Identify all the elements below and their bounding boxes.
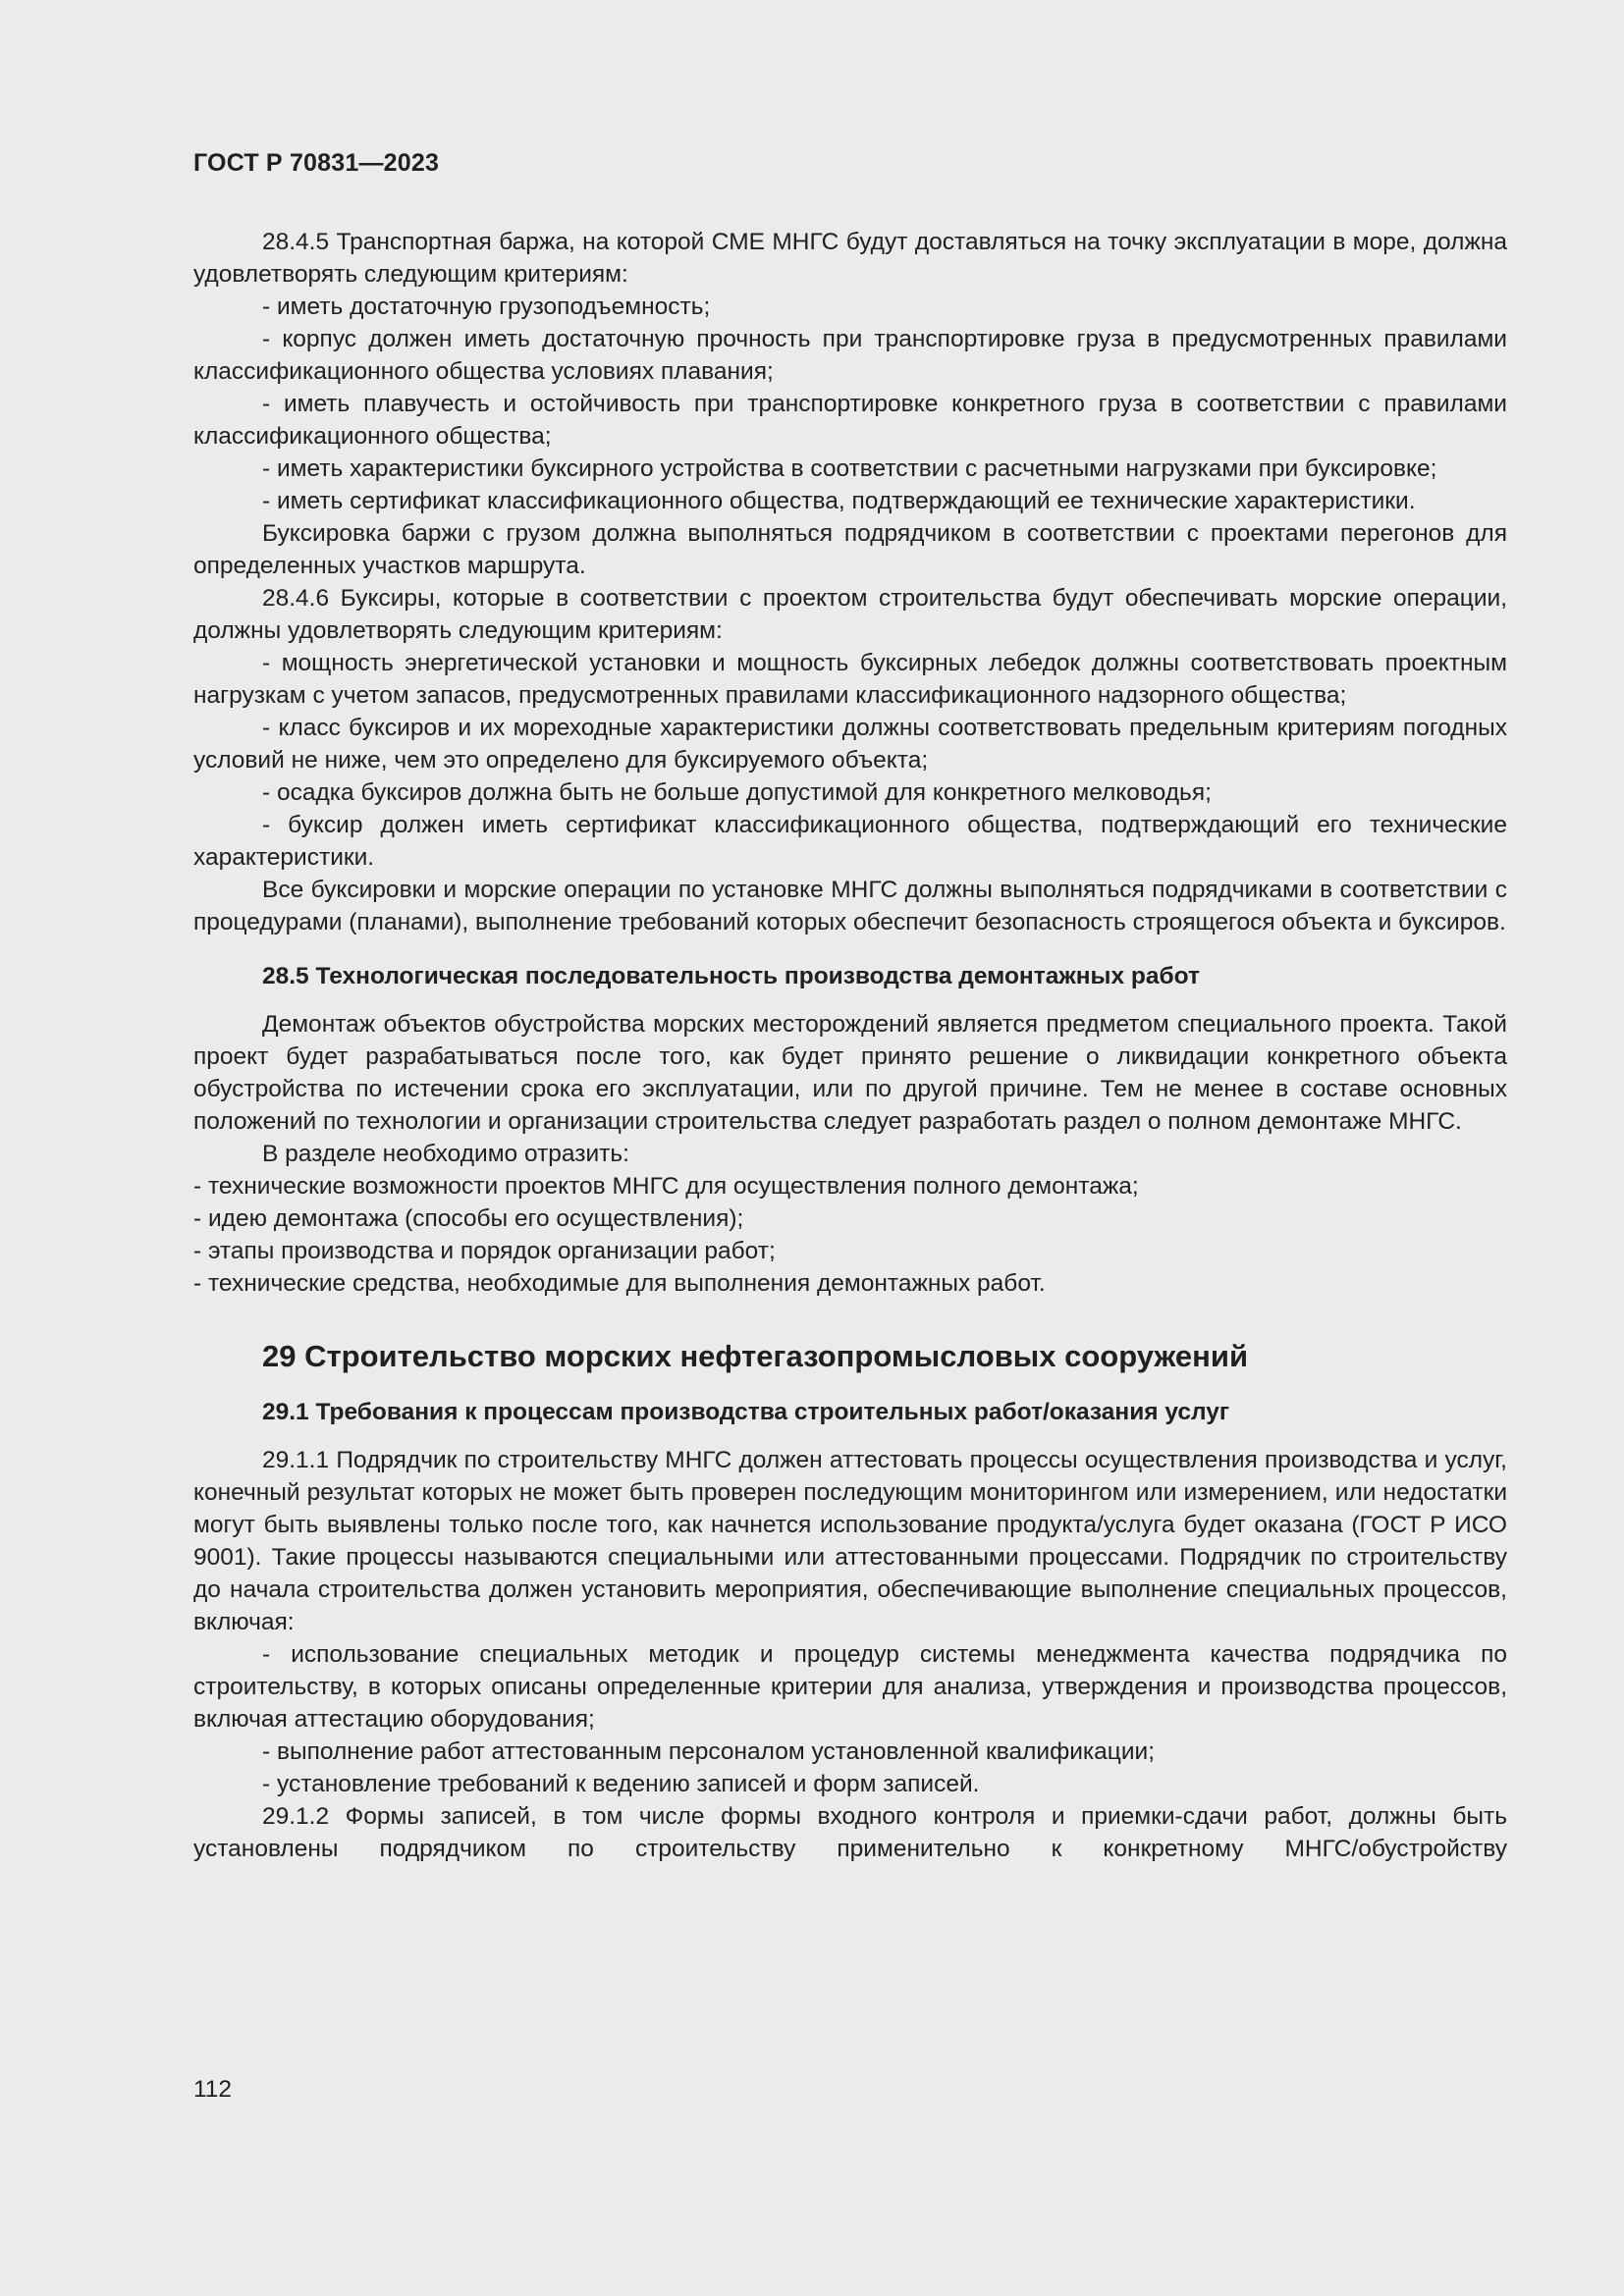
heading-28-5: 28.5 Технологическая последовательность производства демонтажных работ <box>262 963 1200 989</box>
list-item: - буксир должен иметь сертификат классификационного общества, подтверждающий его технические характеристики. <box>193 812 1507 871</box>
list-item: - идею демонтажа (способы его осуществления); <box>193 1205 744 1232</box>
list-item: - иметь сертификат классификационного общества, подтверждающий ее технические характеристики. <box>262 488 1416 514</box>
list-item: - осадка буксиров должна быть не больше допустимой для конкретного мелководья; <box>262 779 1212 806</box>
list-item: - технические средства, необходимые для выполнения демонтажных работ. <box>193 1270 1046 1297</box>
paragraph-towing: Буксировка баржи с грузом должна выполняться подрядчиком в соответствии с проектами перегонов для определенных участков маршрута. <box>193 520 1507 579</box>
document-body <box>193 226 1507 1865</box>
list-item: - иметь достаточную грузоподъемность; <box>262 294 711 320</box>
paragraph-operations: Все буксировки и морские операции по установке МНГС должны выполняться подрядчиками в соответствии с процедурами (планами), выполнение требований которых обеспечит безопасность строящегося объекта и буксиров. <box>193 877 1507 935</box>
list-item: - корпус должен иметь достаточную прочность при транспортировке груза в предусмотренных правилами классификационного общества условиях плавания; <box>193 326 1507 385</box>
paragraph-28-4-6: 28.4.6 Буксиры, которые в соответствии с проектом строительства будут обеспечивать морские операции, должны удовлетворять следующим критериям: <box>193 585 1507 644</box>
list-item: - использование специальных методик и процедур системы менеджмента качества подрядчика по строительству, в которых описаны определенные критерии для анализа, утверждения и производства процессов, включая аттестацию оборудования; <box>193 1641 1507 1733</box>
document-code-header: ГОСТ Р 70831—2023 <box>193 149 440 177</box>
list-item: - технические возможности проектов МНГС для осуществления полного демонтажа; <box>193 1173 1139 1200</box>
paragraph-dismantling: Демонтаж объектов обустройства морских месторождений является предметом специального проекта. Такой проект будет разрабатываться после того, как будет принято решение о ликвидации конкретного объекта обустройства по истечении срока его эксплуатации, или по другой причине. Тем не менее в составе основных положений по технологии и организации строительства следует разработать раздел о полном демонтаже МНГС. <box>193 1011 1507 1135</box>
list-item: - этапы производства и порядок организации работ; <box>193 1238 776 1264</box>
list-item: - мощность энергетической установки и мощность буксирных лебедок должны соответствовать проектным нагрузкам с учетом запасов, предусмотренных правилами классификационного надзорного общества; <box>193 650 1507 709</box>
list-item: - класс буксиров и их мореходные характеристики должны соответствовать предельным критериям погодных условий не ниже, чем это определено для буксируемого объекта; <box>193 715 1507 774</box>
paragraph-29-1-2: 29.1.2 Формы записей, в том числе формы входного контроля и приемки-сдачи работ, должны быть установлены подрядчиком по строительству применительно к конкретному МНГС/обустройству <box>193 1803 1507 1862</box>
list-item: - иметь плавучесть и остойчивость при транспортировке конкретного груза в соответствии с правилами классификационного общества; <box>193 391 1507 450</box>
heading-29: 29 Строительство морских нефтегазопромысловых сооружений <box>262 1339 1249 1373</box>
paragraph-29-1-1: 29.1.1 Подрядчик по строительству МНГС должен аттестовать процессы осуществления производства и услуг, конечный результат которых не может быть проверен последующим мониторингом или измерением, или недостатки могут быть выявлены только после того, как начнется использование продукта/услуга будет оказана (ГОСТ Р ИСО 9001). Такие процессы называются специальными или аттестованными процессами. Подрядчик по строительству до начала строительства должен установить мероприятия, обеспечивающие выполнение специальных процессов, включая: <box>193 1447 1507 1635</box>
list-item: - выполнение работ аттестованным персоналом установленной квалификации; <box>262 1738 1156 1765</box>
paragraph-28-4-5: 28.4.5 Транспортная баржа, на которой СМЕ МНГС будут доставляться на точку эксплуатации в море, должна удовлетворять следующим критериям: <box>193 229 1507 288</box>
page-number: 112 <box>193 2076 233 2103</box>
paragraph-section-intro: В разделе необходимо отразить: <box>262 1141 629 1167</box>
list-item: - иметь характеристики буксирного устройства в соответствии с расчетными нагрузками при буксировке; <box>262 455 1437 482</box>
list-item: - установление требований к ведению записей и форм записей. <box>262 1771 980 1797</box>
heading-29-1: 29.1 Требования к процессам производства строительных работ/оказания услуг <box>262 1399 1230 1425</box>
